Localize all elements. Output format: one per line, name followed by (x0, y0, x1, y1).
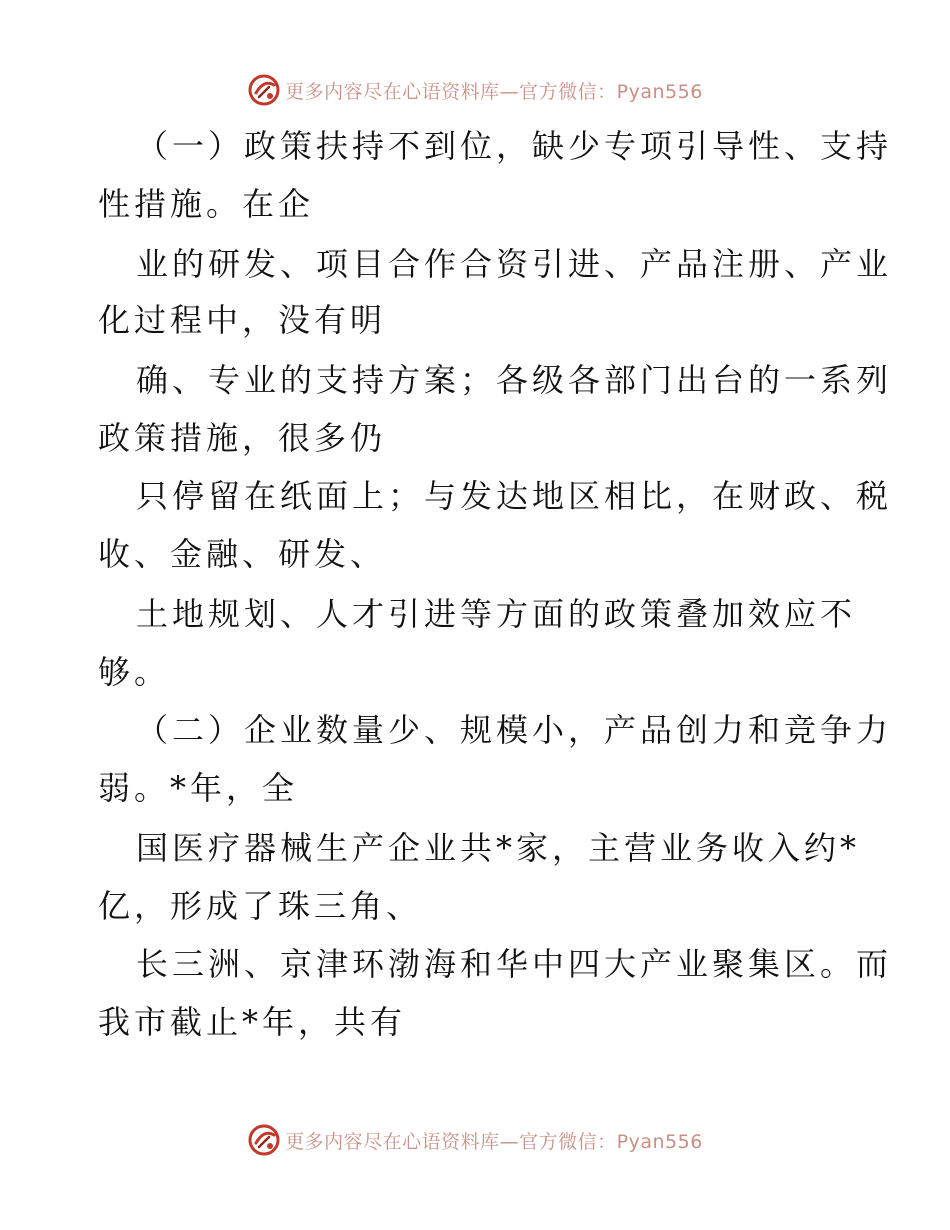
text-line: 政策措施，很多仍 (98, 419, 387, 457)
text-line: 土地规划、人才引进等方面的政策叠加效应不 (136, 595, 857, 633)
footer-watermark (0, 1120, 950, 1160)
red-seal-logo-icon (247, 1123, 281, 1157)
text-line: 化过程中，没有明 (98, 301, 387, 339)
header-watermark (0, 70, 950, 110)
text-line: （二）企业数量少、规模小，产品创力和竞争力 (136, 711, 893, 749)
text-line: 性措施。在企 (98, 185, 315, 223)
text-line: （一）政策扶持不到位，缺少专项引导性、支持 (136, 127, 893, 165)
text-line: 只停留在纸面上；与发达地区相比，在财政、税 (136, 477, 893, 515)
text-line: 我市截止*年，共有 (98, 1003, 407, 1041)
text-line: 业的研发、项目合作合资引进、产品注册、产业 (136, 245, 893, 283)
watermark-text: 更多内容尽在心语资料库—官方微信：Pyan556 (285, 1130, 703, 1153)
text-line: 长三洲、京津环渤海和华中四大产业聚集区。而 (136, 945, 893, 983)
text-line: 弱。*年，全 (98, 769, 299, 807)
text-line: 收、金融、研发、 (98, 535, 387, 573)
watermark-text: 更多内容尽在心语资料库—官方微信：Pyan556 (285, 80, 703, 103)
text-line: 亿，形成了珠三角、 (98, 887, 423, 925)
text-line: 确、专业的支持方案；各级各部门出台的一系列 (136, 361, 893, 399)
text-line: 够。 (98, 653, 171, 691)
text-line: 国医疗器械生产企业共*家，主营业务收入约* (136, 829, 861, 867)
red-seal-logo-icon (247, 73, 281, 107)
